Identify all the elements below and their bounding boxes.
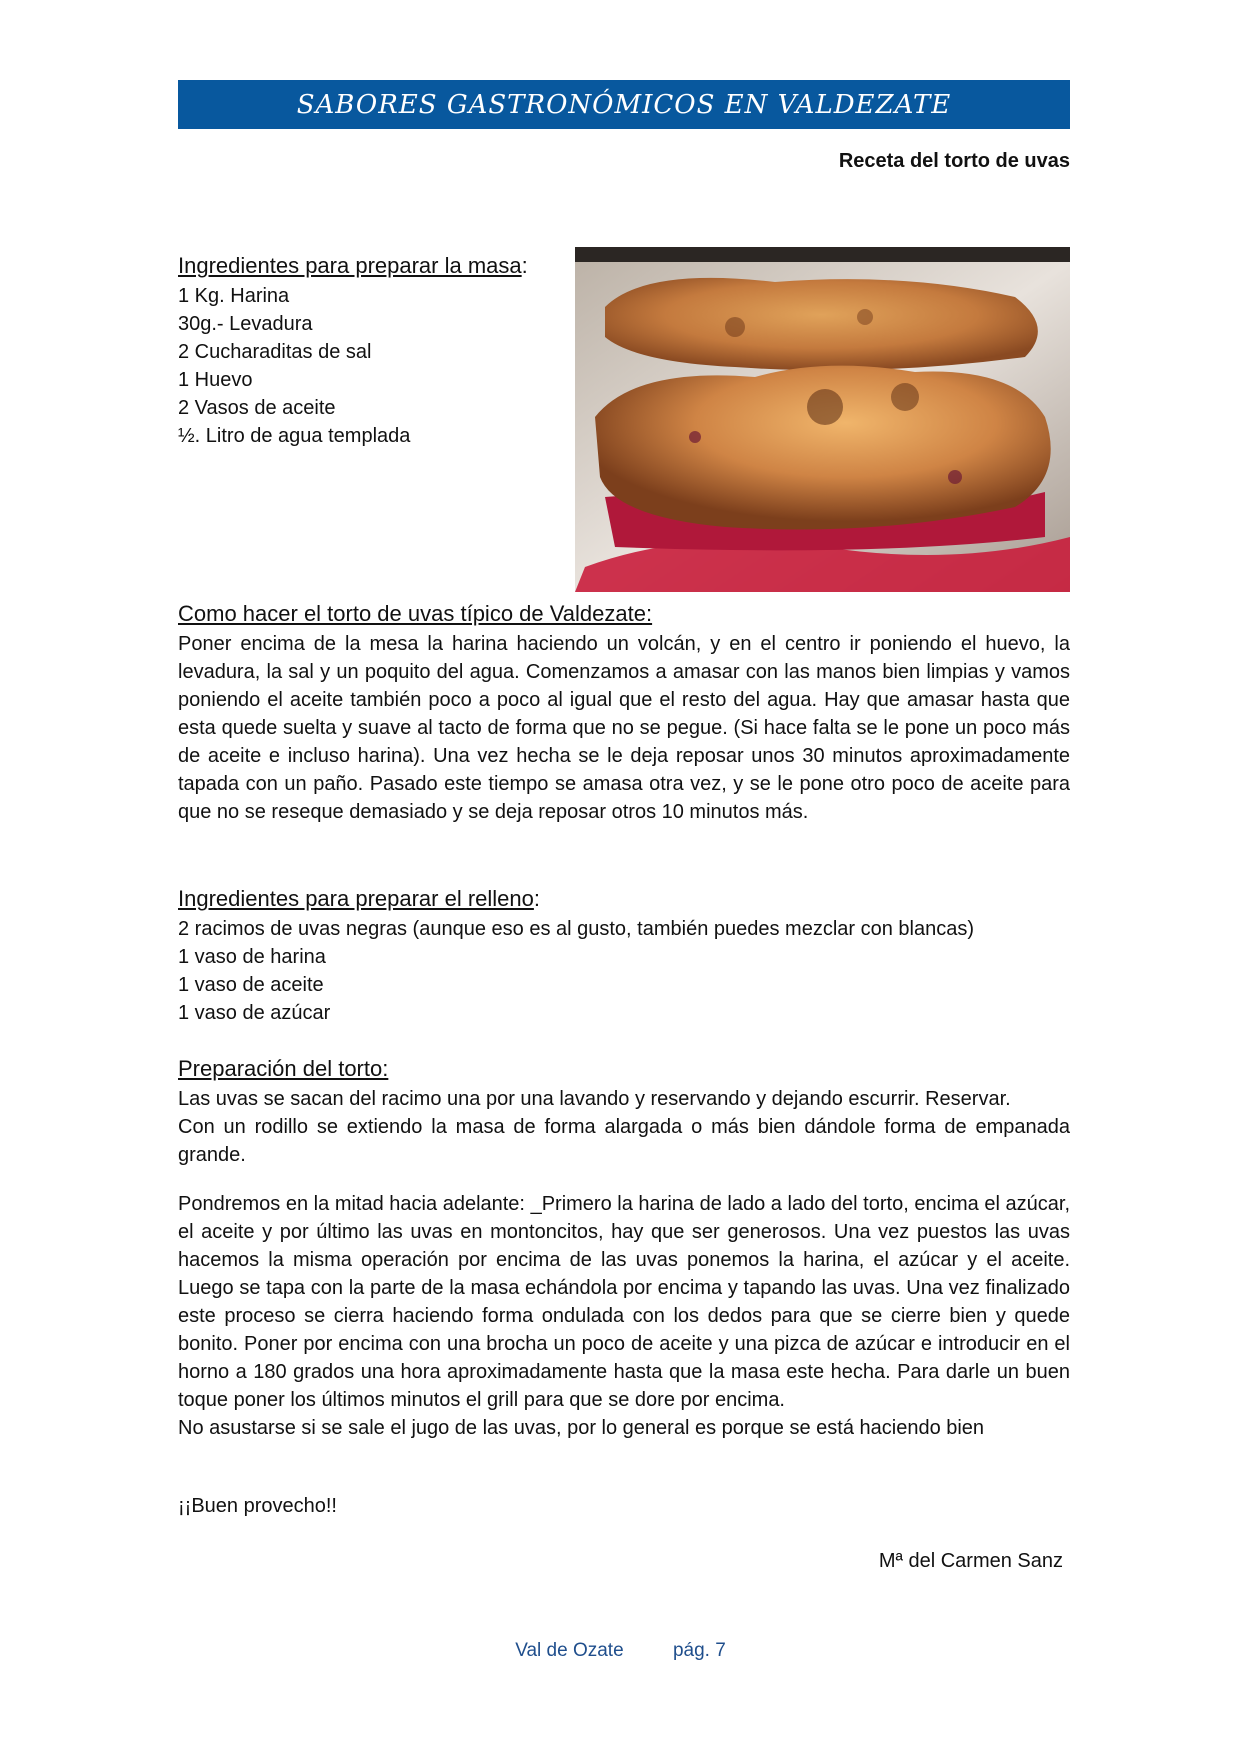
como-heading [178, 599, 652, 629]
masa-heading [178, 251, 528, 281]
masa-heading-text: Ingredientes para preparar la masa [178, 253, 522, 278]
list-item: 1 vaso de harina [178, 946, 326, 968]
masa-ingredients-list [178, 282, 410, 450]
list-item: 1 vaso de aceite [178, 974, 324, 996]
relleno-ingredients-list [178, 915, 974, 1027]
como-heading-text: Como hacer el torto de uvas típico de Valdezate: [178, 601, 653, 626]
como-text: Poner encima de la mesa la harina haciendo un volcán, y en el centro ir poniendo el huevo, la levadura, la sal y un poquito del agua. Comenzamos a amasar con las manos bien limpias y vamos poniendo el aceite también poco a poco al igual que el resto del agua. Hay que amasar hasta que esta quede suelta y suave al tacto de forma que no se pegue. (Si hace falta se le pone un poco más de aceite e incluso harina). Una vez hecha se le deja reposar unos 30 minutos aproximadamente tapada con un paño. Pasado este tiempo se amasa otra vez, y se le pone otro poco de aceite para que no se reseque demasiado y se deja reposar otros 10 minutos más. [178, 633, 1070, 823]
relleno-heading [178, 884, 540, 914]
relleno-heading-text: Ingredientes para preparar el relleno [178, 886, 534, 911]
preparacion-p4: No asustarse si se sale el jugo de las uvas, por lo general es porque se está haciendo bien [178, 1417, 985, 1439]
list-item: ½. Litro de agua templada [178, 425, 411, 447]
list-item: 1 vaso de azúcar [178, 1002, 331, 1024]
masa-heading-colon: : [521, 253, 528, 278]
como-paragraph [178, 630, 1070, 826]
recipe-subtitle: Receta del torto de uvas [838, 150, 1070, 172]
preparacion-p3: Pondremos en la mitad hacia adelante: _Primero la harina de lado a lado del torto, encima el azúcar, el aceite y por último las uvas en montoncitos, hay que ser generosos. Una vez puestos las uvas hacemos la misma operación por encima de las uvas ponemos la harina, el azúcar y el aceite. Luego se tapa con la parte de la masa echándola por encima y tapando las uvas. Una vez finalizado este proceso se cierra haciendo forma ondulada con los dedos para que se cierre bien y quede bonito. Poner por encima con una brocha un poco de aceite y una pizca de azúcar e introducir en el horno a 180 grados una hora aproximadamente hasta que la masa este hecha. Para darle un buen toque poner los últimos minutos el grill para que se dore por encima. [178, 1193, 1070, 1411]
torto-photo-illustration [575, 247, 1070, 592]
preparacion-p2: Con un rodillo se extiendo la masa de forma alargada o más bien dándole forma de empanada grande. [178, 1116, 1070, 1166]
list-item: 1 Huevo [178, 369, 253, 391]
author-signature: Mª del Carmen Sanz [878, 1550, 1063, 1572]
footer-publication: Val de Ozate [515, 1640, 624, 1661]
list-item: 2 Cucharaditas de sal [178, 341, 372, 363]
preparacion-block-2 [178, 1190, 1070, 1442]
torto-photo [575, 247, 1070, 592]
list-item: 2 racimos de uvas negras (aunque eso es al gusto, también puedes mezclar con blancas) [178, 918, 975, 940]
page-footer [0, 1640, 1241, 1662]
list-item: 30g.- Levadura [178, 313, 313, 335]
preparacion-heading [178, 1054, 388, 1084]
page-title: SABORES GASTRONÓMICOS EN VALDEZATE [296, 89, 952, 120]
header-bar [178, 80, 1070, 129]
footer-page-number: pág. 7 [672, 1640, 726, 1661]
relleno-heading-colon: : [533, 886, 541, 911]
preparacion-heading-text: Preparación del torto: [178, 1056, 389, 1081]
list-item: 1 Kg. Harina [178, 285, 290, 307]
preparacion-block-1 [178, 1085, 1070, 1169]
closing-text: ¡¡Buen provecho!! [178, 1495, 337, 1517]
preparacion-p1: Las uvas se sacan del racimo una por una lavando y reservando y dejando escurrir. Reservar. [178, 1088, 1011, 1110]
list-item: 2 Vasos de aceite [178, 397, 336, 419]
